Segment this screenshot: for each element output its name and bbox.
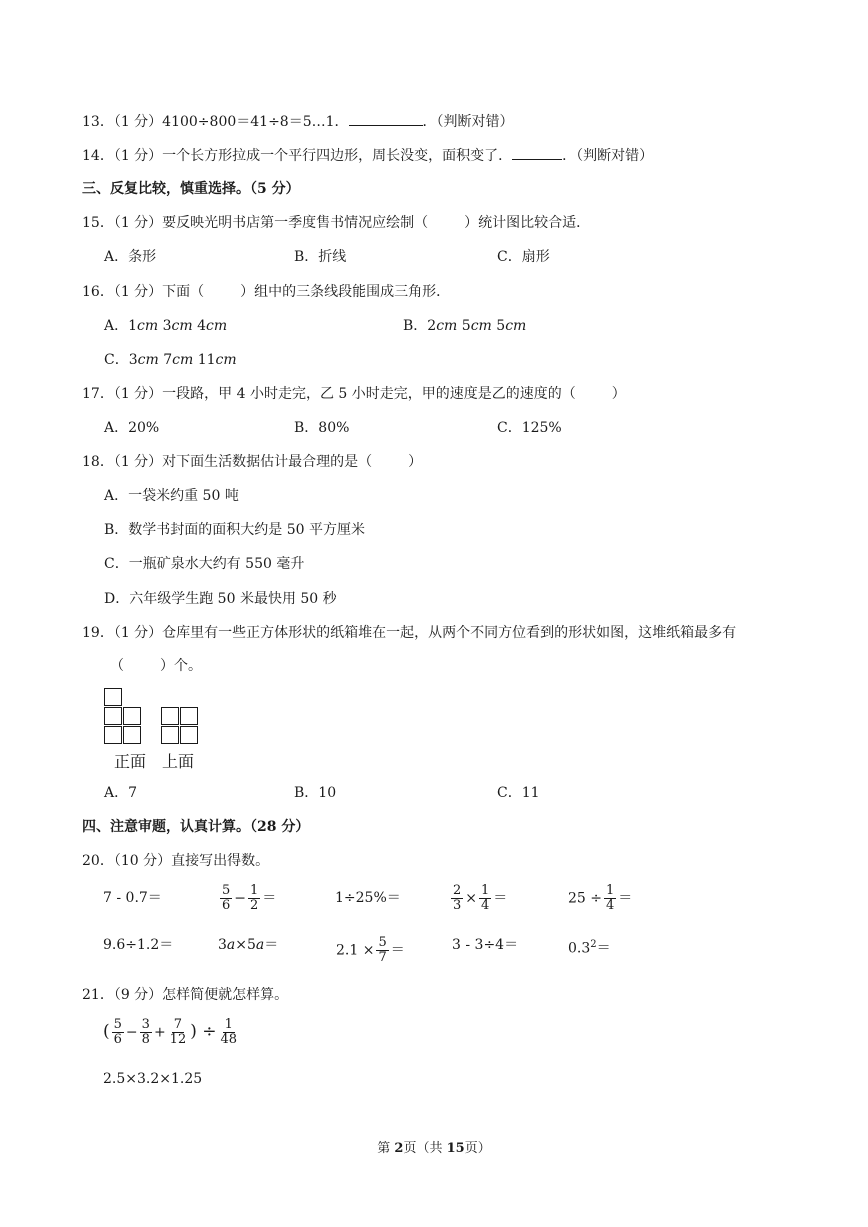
box-cell — [161, 707, 179, 725]
fraction — [219, 1018, 240, 1047]
calc-expression — [218, 884, 276, 913]
top-view-figure — [161, 707, 199, 746]
unit: cm — [206, 318, 228, 334]
question-15-text: 15．（1 分）要反映光明书店第一季度售书情况应绘制（ — [82, 215, 429, 231]
section-heading-4: 四、注意审题，认真计算。（28 分） — [82, 819, 310, 835]
fraction — [451, 884, 463, 913]
question-14-text: 14．（1 分）一个长方形拉成一个平行四边形，周长没变，面积变了． — [82, 148, 513, 164]
fraction — [248, 884, 260, 913]
denominator: 8 — [141, 1032, 150, 1047]
operator: − — [234, 890, 247, 907]
calc-expression — [218, 935, 278, 955]
denominator: 48 — [220, 1032, 238, 1047]
question-17-text: 17．（1 分）一段路，甲 4 小时走完，乙 5 小时走完，甲的速度是乙的速度的（ — [82, 386, 576, 402]
paren-open: （ — [110, 658, 124, 674]
question-14-suffix: ．（判断对错） — [562, 148, 654, 164]
box-cell — [104, 707, 122, 725]
paren-close: ) ÷ — [190, 1021, 217, 1042]
operand: 2.1 × — [336, 942, 375, 959]
numerator: 5 — [378, 935, 387, 950]
unit: cm — [470, 318, 492, 334]
option-value: 5 — [496, 318, 506, 334]
option-label: B．2 — [403, 318, 437, 334]
option-b[interactable]: B．10 — [294, 785, 337, 801]
page-footer — [0, 1137, 868, 1156]
front-view-label: 正面 — [114, 752, 147, 771]
option-b[interactable]: B．折线 — [294, 249, 347, 265]
option-value: 5 — [461, 318, 471, 334]
denominator: 6 — [113, 1032, 122, 1047]
unit: cm — [505, 318, 527, 334]
answer-blank[interactable] — [349, 111, 423, 126]
unit: cm — [137, 352, 159, 368]
calc-expression: 2.5×3.2×1.25 — [103, 1071, 203, 1087]
paren-open: ( — [103, 1021, 110, 1042]
calc-expression — [568, 935, 611, 959]
option-a[interactable] — [104, 316, 227, 336]
fraction — [168, 1018, 189, 1047]
question-18-text: 18．（1 分）对下面生活数据估计最合理的是（ — [82, 454, 373, 470]
question-17-text-end: ） — [611, 386, 626, 402]
option-b[interactable] — [403, 316, 526, 336]
option-c[interactable] — [104, 350, 237, 370]
question-14 — [82, 145, 653, 166]
box-cell — [123, 726, 141, 744]
question-16-text: 16．（1 分）下面（ — [82, 284, 205, 300]
option-label: A．1 — [104, 318, 138, 334]
question-19-line2 — [110, 656, 202, 676]
calc-expression: 3 - 3÷4＝ — [452, 937, 519, 953]
unit: cm — [137, 318, 159, 334]
unit: cm — [172, 352, 194, 368]
option-value: 4 — [197, 318, 207, 334]
option-c[interactable]: C．扇形 — [497, 249, 550, 265]
answer-blank[interactable] — [512, 145, 562, 160]
operator: + — [153, 1024, 166, 1041]
equals: ＝ — [264, 937, 279, 953]
operand: 3 — [218, 937, 227, 953]
exponent: 2 — [590, 939, 597, 950]
denominator: 6 — [222, 898, 231, 913]
equals: ＝ — [493, 890, 508, 907]
option-value: 7 — [163, 352, 173, 368]
unit: cm — [436, 318, 458, 334]
question-15-text-end: ）统计图比较合适． — [464, 215, 591, 231]
fraction — [140, 1018, 152, 1047]
calc-expression — [336, 936, 405, 965]
option-a[interactable]: A．7 — [104, 785, 138, 801]
option-a[interactable]: A．20% — [104, 420, 160, 436]
front-view-figure — [104, 688, 142, 746]
numerator: 1 — [481, 883, 490, 898]
fraction — [112, 1018, 124, 1047]
fraction — [220, 884, 232, 913]
question-16 — [82, 282, 450, 302]
equals: ＝ — [262, 890, 277, 907]
denominator: 3 — [453, 898, 462, 913]
variable: a — [226, 937, 236, 953]
fraction — [479, 884, 491, 913]
footer-text: 第 — [377, 1141, 395, 1156]
question-18-text-end: ） — [408, 454, 423, 470]
option-label: C．3 — [104, 352, 138, 368]
box-cell — [161, 726, 179, 744]
page-total: 15 — [446, 1141, 465, 1156]
variable: a — [255, 937, 265, 953]
denominator: 4 — [606, 898, 615, 913]
box-cell — [180, 707, 198, 725]
numerator: 1 — [224, 1017, 233, 1032]
equals: ＝ — [596, 940, 611, 957]
top-view-label: 上面 — [162, 752, 195, 771]
numerator: 2 — [453, 883, 462, 898]
calc-expression: 7 - 0.7＝ — [103, 890, 162, 906]
operator: − — [125, 1024, 138, 1041]
fraction — [376, 936, 388, 965]
page-number: 2 — [394, 1141, 404, 1156]
box-cell — [104, 688, 122, 706]
operand: ×5 — [235, 937, 256, 953]
numerator: 5 — [222, 883, 231, 898]
option-a[interactable]: A．条形 — [104, 249, 157, 265]
denominator: 2 — [250, 898, 259, 913]
numerator: 3 — [141, 1017, 150, 1032]
numerator: 5 — [113, 1017, 122, 1032]
question-20: 20．（10 分）直接写出得数。 — [82, 853, 270, 869]
unit: cm — [171, 318, 193, 334]
equals: ＝ — [390, 942, 405, 959]
numerator: 7 — [173, 1017, 183, 1032]
box-cell — [104, 726, 122, 744]
footer-text: 页） — [464, 1141, 491, 1156]
calc-expression — [449, 884, 507, 913]
option-c[interactable]: C．一瓶矿泉水大约有 550 毫升 — [104, 556, 305, 572]
unit: cm — [215, 352, 237, 368]
option-value: 11 — [197, 352, 216, 368]
question-13-text: 13．（1 分）4100÷800＝41÷8＝5…1． — [82, 114, 349, 130]
equals: ＝ — [618, 890, 633, 907]
question-17 — [82, 384, 626, 404]
calc-expression — [103, 1018, 241, 1047]
question-13 — [82, 111, 514, 132]
denominator: 12 — [169, 1032, 187, 1047]
denominator: 4 — [481, 898, 490, 913]
question-19-text-end: ）个。 — [160, 658, 202, 674]
option-value: 3 — [162, 318, 172, 334]
option-d[interactable]: D．六年级学生跑 50 米最快用 50 秒 — [104, 591, 337, 607]
option-b[interactable]: B．80% — [294, 420, 350, 436]
question-15 — [82, 213, 590, 233]
question-18 — [82, 452, 422, 472]
box-cell — [180, 726, 198, 744]
option-c[interactable]: C．125% — [497, 420, 562, 436]
box-cell — [123, 707, 141, 725]
fraction — [604, 884, 616, 913]
numerator: 1 — [250, 883, 259, 898]
question-16-text-end: ）组中的三条线段能围成三角形． — [240, 284, 451, 300]
operand: 0.3 — [568, 940, 591, 957]
option-a[interactable]: A．一袋米约重 50 吨 — [104, 488, 239, 504]
calc-expression: 9.6÷1.2＝ — [103, 937, 174, 953]
denominator: 7 — [378, 950, 387, 965]
question-19: 19．（1 分）仓库里有一些正方体形状的纸箱堆在一起，从两个不同方位看到的形状如图，这堆纸箱最多有 — [82, 625, 737, 641]
option-b[interactable]: B．数学书封面的面积大约是 50 平方厘米 — [104, 522, 366, 538]
question-13-suffix: ．（判断对错） — [422, 114, 514, 130]
calc-expression — [568, 884, 632, 913]
footer-text: 页（共 — [403, 1141, 447, 1156]
operator: × — [465, 890, 478, 907]
question-21: 21．（9 分）怎样简便就怎样算。 — [82, 987, 289, 1003]
calc-expression: 1÷25%＝ — [335, 890, 401, 906]
numerator: 1 — [606, 883, 615, 898]
option-c[interactable]: C．11 — [497, 785, 540, 801]
section-heading-3: 三、反复比较，慎重选择。（5 分） — [82, 181, 300, 197]
operand: 25 ÷ — [568, 890, 602, 907]
